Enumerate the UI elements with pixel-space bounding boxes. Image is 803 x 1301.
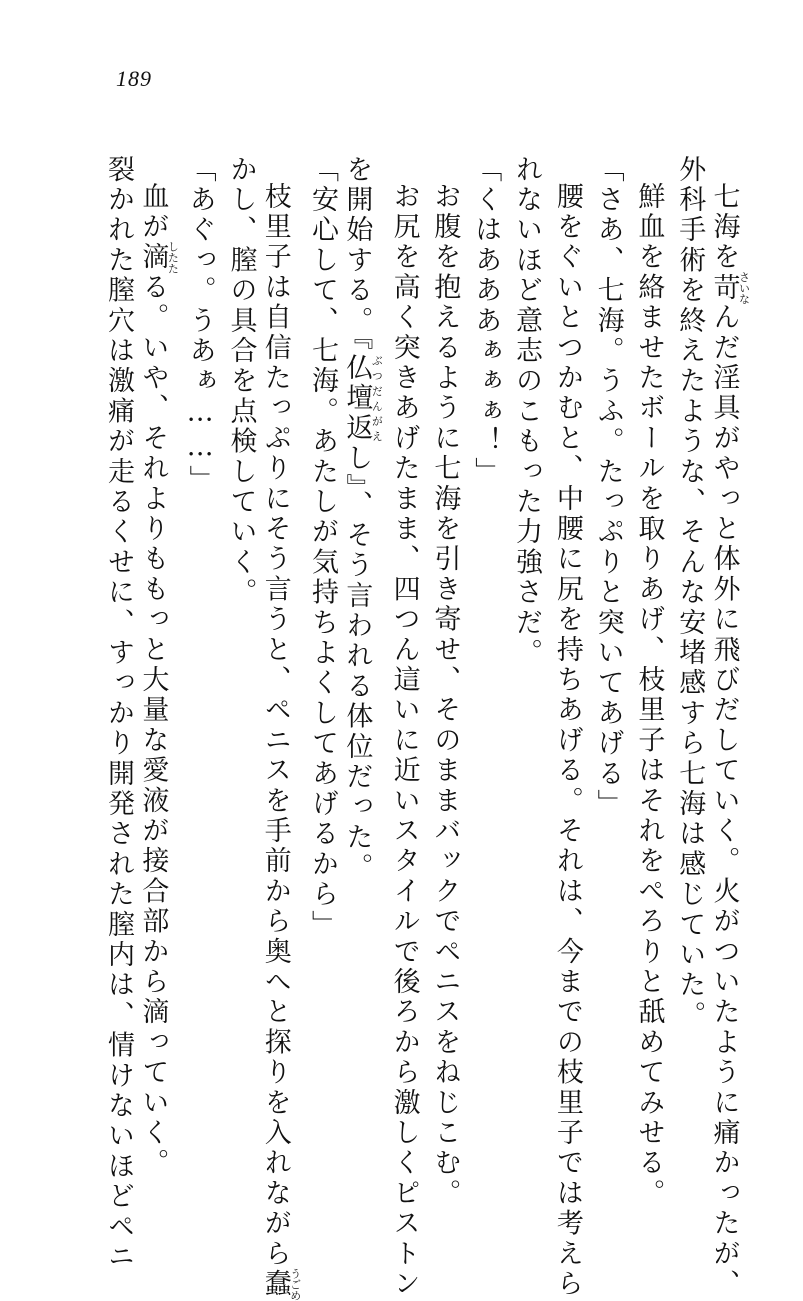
text-line xyxy=(424,155,465,1209)
line-text: 「くはあああぁぁぁ！」 xyxy=(470,155,502,488)
line-text: 七海を苛さいなんだ淫具がやっと体外に飛びだしていく。火がついたように痛かったが、 xyxy=(708,182,751,1300)
text-line xyxy=(505,155,546,1115)
furigana: 仏壇返ぶつだんがえ xyxy=(341,352,384,444)
line-text: を開始する。『仏壇返ぶつだんがえし』、そう言われる体位だった。 xyxy=(341,155,384,884)
line-text: かし、膣の具合を点検していく。 xyxy=(225,155,257,608)
line-text: お尻を高く突きあげたまま、四つん這いに近いスタイルで後ろから激しくピストン xyxy=(388,182,420,1300)
text-line xyxy=(97,155,138,1273)
furigana: 蠢うごめ xyxy=(259,1267,302,1301)
text-line xyxy=(137,155,180,1179)
vertical-text-body xyxy=(60,155,751,1301)
text-line xyxy=(383,155,424,1300)
text-line xyxy=(628,155,669,1209)
furigana: 苛さいな xyxy=(708,271,751,305)
furigana: 滴したた xyxy=(137,241,180,275)
line-text: 「あぐっ。うあぁ……」 xyxy=(184,155,216,496)
text-line xyxy=(342,155,383,1115)
text-line xyxy=(587,155,628,1115)
text-line xyxy=(708,155,751,1300)
page-number: 189 xyxy=(116,66,152,91)
line-text: 腰をぐいとつかむと、中腰に尻を持ちあげる。それは、今までの枝里子では考えら xyxy=(551,182,583,1300)
text-line xyxy=(464,155,505,1115)
line-text: れないほど意志のこもった力強さだ。 xyxy=(511,155,543,669)
text-line xyxy=(301,155,342,1115)
text-line xyxy=(179,155,220,1115)
text-line xyxy=(259,155,302,1301)
line-text: 「さあ、七海。うふ。たっぷりと突いてあげる」 xyxy=(592,155,624,820)
line-text: 裂かれた膣穴は激痛が走るくせに、すっかり開発された膣内は、情けないほどペニ xyxy=(103,155,135,1273)
text-line xyxy=(546,155,587,1300)
line-text: 鮮血を絡ませたボールを取りあげ、枝里子はそれをぺろりと舐めてみせる。 xyxy=(633,182,665,1209)
line-text: 「安心して、七海。あたしが気持ちよくしてあげるから」 xyxy=(307,155,339,941)
line-text: お腹を抱えるように七海を引き寄せ、そのままバックでペニスをねじこむ。 xyxy=(429,182,461,1209)
text-line xyxy=(668,155,709,1115)
line-text: 枝里子は自信たっぷりにそう言うと、ペニスを手前から奥へと探りを入れながら蠢うごめ xyxy=(259,182,302,1301)
line-text: 血が滴したたる。いや、それよりももっと大量な愛液が接合部から滴っていく。 xyxy=(137,182,180,1179)
line-text: 外科手術を終えたような、そんな安堵感すら七海は感じていた。 xyxy=(674,155,706,1031)
